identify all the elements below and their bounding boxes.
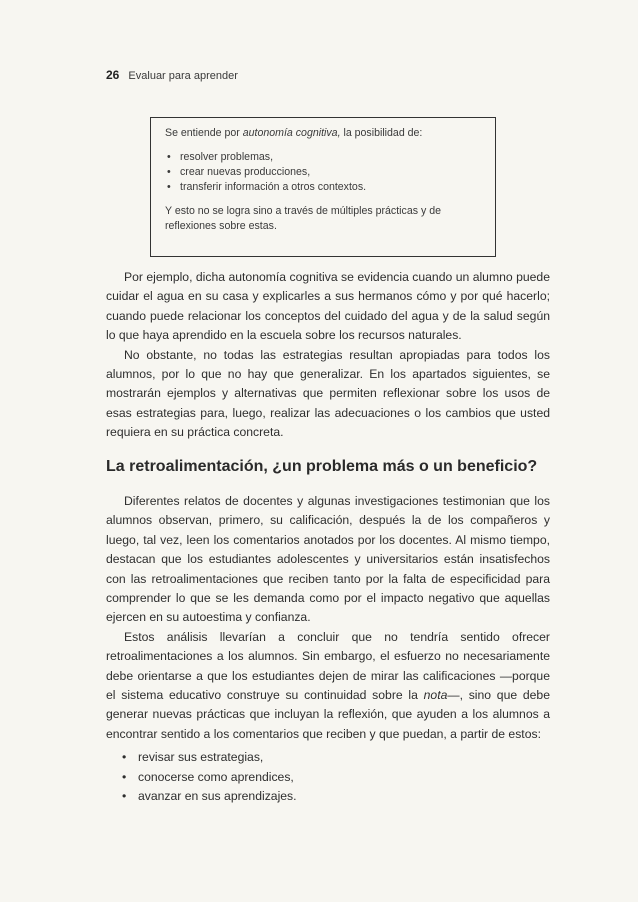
final-bullet-list [122, 748, 297, 807]
final-bullet-item: • revisar sus estrategias, [122, 748, 297, 768]
body-text-section [106, 492, 550, 744]
paragraph-text-end: —, sino que debe generar nuevas prácticas que incluyan la reflexión, que ayuden a los alumnos a encontrar sentido a los comentarios que reciben y que puedan, a partir de estos: [106, 688, 550, 741]
body-text-top [106, 268, 550, 443]
box-intro [165, 126, 481, 141]
final-bullet-item: • conocerse como aprendices, [122, 768, 297, 788]
page-number: 26 [106, 68, 120, 82]
paragraph [106, 628, 550, 744]
paragraph: Por ejemplo, dicha autonomía cognitiva se evidencia cuando un alumno puede cuidar el agua en su casa y explicarles a sus hermanos cómo y por qué hacerlo; cuando puede relacionar los conceptos del cuidado del agua y de la salud según lo que haya aprendido en la escuela sobre los recursos naturales. [106, 270, 550, 343]
paragraph-text: Estos análisis llevarían a concluir que no tendría sentido ofrecer retroalimentaciones a los alumnos. Sin embargo, el esfuerzo no necesariamente debe orientarse a que los estudiantes dejen de mirar las calificaciones —porque el sistema educativo construye su continuidad sobre la [106, 629, 550, 703]
running-header [106, 68, 238, 82]
box-bullet-item: • crear nuevas producciones, [165, 165, 481, 180]
section-heading: La retroalimentación, ¿un problema más o un beneficio? [106, 458, 538, 475]
paragraph-italic: nota [423, 688, 448, 703]
final-bullet-item: • avanzar en sus aprendizajes. [122, 787, 297, 807]
paragraph: No obstante, no todas las estrategias resultan apropiadas para todos los alumnos, por lo que no hay que generalizar. En los apartados siguientes, se mostrarán ejemplos y alternativas que permiten reflexionar sobre los usos de esas estrategias para, luego, realizar las adecuaciones o los cambios que usted requiera en su práctica concreta. [106, 347, 550, 440]
box-intro-text-end: la posibilidad de: [340, 127, 423, 139]
paragraph: Diferentes relatos de docentes y algunas investigaciones testimonian que los alumnos observan, primero, su calificación, después la de los compañeros y luego, tal vez, leen los comentarios anotados por los docentes. Al mismo tiempo, destacan que los estudiantes adolescentes y universitarios están insatisfechos con las retroalimentaciones que reciben tanto por la falta de especificidad para comprender lo que se les demanda como por el impacto negativo que aquellas ejercen en su autoestima y confianza. [106, 494, 550, 625]
box-bullet-item: • resolver problemas, [165, 150, 481, 165]
box-bullet-item: • transferir información a otros contextos. [165, 180, 481, 195]
box-closing: Y esto no se logra sino a través de múltiples prácticas y de reflexiones sobre estas. [165, 205, 441, 232]
box-intro-text: Se entiende por [165, 127, 243, 139]
definition-box [150, 117, 496, 257]
box-intro-term: autonomía cognitiva, [242, 127, 341, 139]
box-bullet-list [165, 150, 481, 195]
running-title: Evaluar para aprender [128, 70, 238, 82]
